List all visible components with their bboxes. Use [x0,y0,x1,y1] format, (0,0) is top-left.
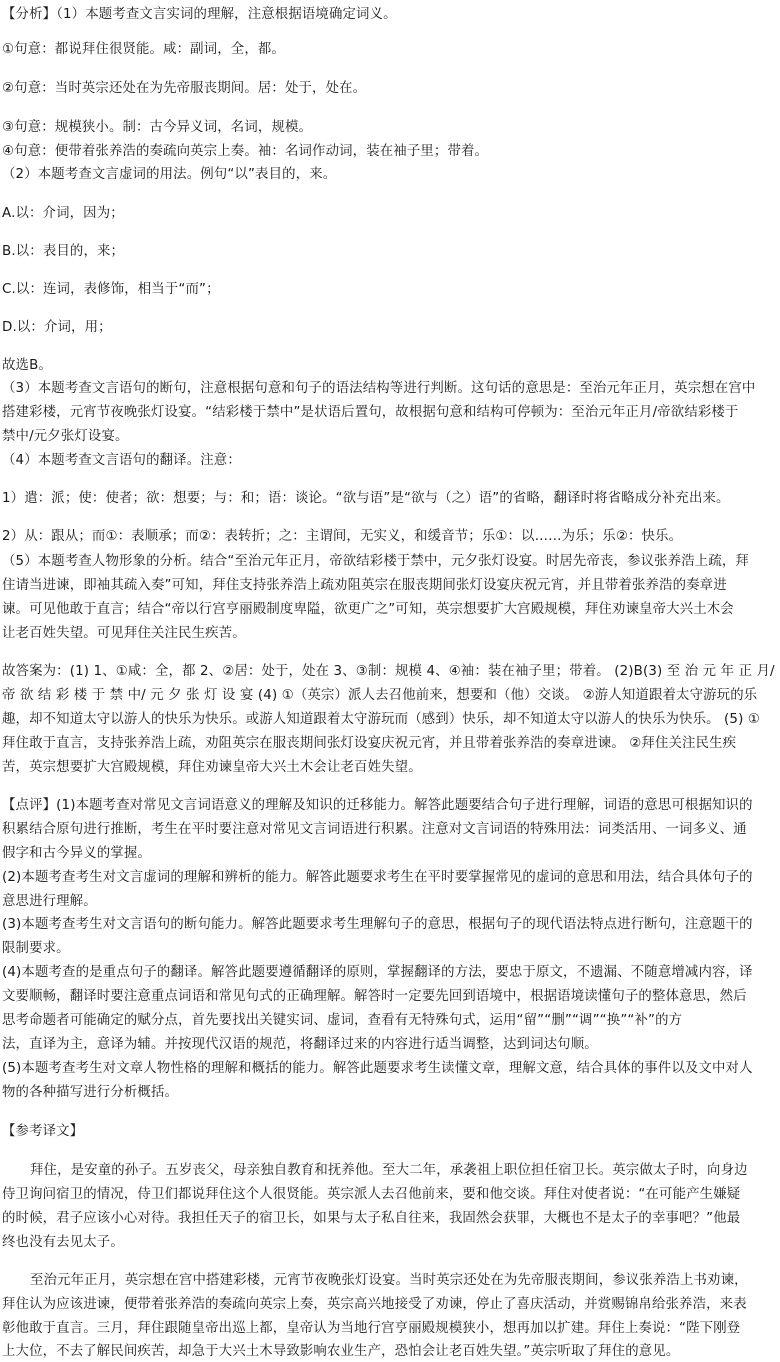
review-4-line-1: (4)本题考查的是重点句子的翻译。解答此题要遵循翻译的原则，掌握翻译的方法，要忠于原文，不遗漏、不随意增减内容，译 [2,965,753,980]
q4-intro: （4）本题考查文言语句的翻译。注意： [2,453,241,468]
review-2-line-1: (2)本题考查考生对文言虚词的理解和辨析的能力。解答此题要求考生在平时要掌握常见的虚词的意思和用法，结合具体句子的 [2,870,753,885]
review-5-line-1: (5)本题考查考生对文章人物性格的理解和概括的能力。解答此题要求考生读懂文章，理解文意，结合具体的事件以及文中对人 [2,1061,753,1076]
q5-line-2: 住请当进谏，即袖其疏入奏”可知，拜住支持张养浩上疏劝阻英宗在服丧期间张灯设宴庆祝元宵，并且带着张养浩的奏章进 [2,578,727,593]
review-3-line-2: 限制要求。 [2,941,70,956]
analysis-header: 【分析】（1）本题考查文言实词的理解，注意根据语境确定词义。 [2,7,397,22]
q2-option-d: D.以：介词，用； [2,320,112,335]
answer-line-4: 拜住敢于直言，支持张养浩上疏，劝阻英宗在服丧期间张灯设宴庆祝元宵，并且带着张养浩的奏章进谏。 ②拜住关注民生疾 [2,736,737,751]
translation-p1-line-1: 拜住，是安童的孙子。五岁丧父，母亲独自教育和抚养他。至大二年，承袭祖上职位担任宿卫长。英宗做太子时，向身边 [30,1163,748,1178]
q1-item-4: ④句意：便带着张养浩的奏疏向英宗上奏。袖：名词作动词，装在袖子里；带着。 [2,144,489,159]
q2-answer: 故选B。 [2,358,52,373]
q5-line-4: 让老百姓失望。可见拜住关注民生疾苦。 [2,626,246,641]
review-4-line-3: 思考命题者可能确定的赋分点，首先要找出关键实词、虚词，查看有无特殊句式，运用“留”“删”“调”“换”“补”的方 [2,1013,683,1028]
q4-point-1: 1）遣：派；使：使者；欲：想要；与：和；语：谈论。“欲与语”是“欲与（之）语”的省略，翻译时将省略成分补充出来。 [2,491,730,506]
q1-item-2: ②句意：当时英宗还处在为先帝服丧期间。居：处于，处在。 [2,81,367,96]
translation-p1-line-2: 侍卫询问宿卫的情况，侍卫们都说拜住这个人很贤能。英宗派人去召他前来，要和他交谈。拜住对使者说：“在可能产生嫌疑 [2,1187,741,1202]
review-1-line-1: 【点评】(1)本题考查对常见文言词语意义的理解及知识的迁移能力。解答此题要结合句子进行理解，词语的意思可根据知识的 [2,798,753,813]
translation-p1-line-4: 终也没有去见太子。 [2,1235,124,1250]
q1-item-3: ③句意：规模狭小。制：古今异义词，名词，规模。 [2,120,313,135]
review-1-line-3: 假字和古今异义的掌握。 [2,846,151,861]
review-2-line-2: 意思进行理解。 [2,894,97,909]
answer-line-3: 趣，却不知道太守以游人的快乐为快乐。或游人知道跟着太守游玩而（感到）快乐，却不知道太守以游人的快乐为快乐。 (5) ① [2,712,761,727]
q4-point-2: 2）从：跟从；而①：表顺承；而②：表转折；之：主谓间，无实义，和缓音节；乐①：以……为乐；乐②：快乐。 [2,529,683,544]
translation-header: 【参考译文】 [2,1124,84,1139]
q2-option-a: A.以：介词，因为； [2,206,124,221]
review-4-line-2: 文要顺畅，翻译时要注意重点词语和常见句式的正确理解。解答时一定要先回到语境中，根据语境读懂句子的整体意思，然后 [2,989,747,1004]
review-4-line-4: 法，直译为主，意译为辅。并按现代汉语的规范，将翻译过来的内容进行适当调整，达到词达句顺。 [2,1037,598,1052]
answer-line-2: 帝 欲 结 彩 楼 于 禁 中/ 元 夕 张 灯 设 宴 (4) ①（英宗）派人去召他前来，想要和（他）交谈。 ②游人知道跟着太守游玩的乐 [2,688,758,703]
q3-line-1: （3）本题考查文言语句的断句，注意根据句意和句子的语法结构等进行判断。这句话的意思是：至治元年正月，英宗想在宫中 [2,381,756,396]
translation-p1-line-3: 的时候，君子应该小心对待。我担任天子的宿卫长，如果与太子私自往来，我固然会获罪，大概也不是太子的幸事吧？”他最 [2,1211,741,1226]
q2-option-b: B.以：表目的，来； [2,244,125,259]
review-3-line-1: (3)本题考查考生对文言语句的断句能力。解答此题要求考生理解句子的意思，根据句子的现代语法特点进行断句，注意题干的 [2,917,753,932]
q5-line-3: 谏。可见他敢于直言；结合“帝以行宫亨丽殿制度卑隘，欲更广之”可知，英宗想要扩大宫殿规模，拜住劝谏皇帝大兴土木会 [2,602,734,617]
review-1-line-2: 积累结合原句进行推断，考生在平时要注意对常见文言词语进行积累。注意对文言词语的特殊用法：词类活用、一词多义、通 [2,822,747,837]
review-5-line-2: 物的各种描写进行分析概括。 [2,1085,179,1100]
answer-line-5: 苦，英宗想要扩大宫殿规模，拜住劝谏皇帝大兴土木会让老百姓失望。 [2,760,422,775]
translation-p2-line-3: 彰他敢于直言。三月，拜住跟随皇帝出巡上都，皇帝认为当地行宫亨丽殿规模狭小，想再加以扩建。拜住上奏说：“陛下刚登 [2,1321,741,1336]
translation-p2-line-1: 至治元年正月，英宗想在宫中搭建彩楼，元宵节夜晚张灯设宴。当时英宗还处在为先帝服丧期间，参议张养浩上书劝谏， [30,1273,748,1288]
q3-line-2: 搭建彩楼，元宵节夜晚张灯设宴。“结彩楼于禁中”是状语后置句，故根据句意和结构可停顿为：至治元年正月/帝欲结彩楼于 [2,405,739,420]
q2-option-c: C.以：连词，表修饰，相当于“而”； [2,282,220,297]
q2-intro: （2）本题考查文言虚词的用法。例句“以”表目的，来。 [2,167,337,182]
q5-line-1: （5）本题考查人物形象的分析。结合“至治元年正月，帝欲结彩楼于禁中，元夕张灯设宴。时居先帝丧，参议张养浩上疏，拜 [2,554,749,569]
q3-line-3: 禁中/元夕张灯设宴。 [2,429,129,444]
answer-line-1: 故答案为：(1) 1、①咸：全，都 2、②居：处于，处在 3、③制：规模 4、④袖：装在袖子里；带着。 (2)B(3) 至 治 元 年 正 月/ [2,664,775,679]
translation-p2-line-4: 上大位，不去了解民间疾苦，却急于大兴土木导致影响农业生产，恐怕会让老百姓失望。”英宗听取了拜住的意见。 [2,1344,680,1359]
translation-p2-line-2: 拜住认为应该进谏，便带着张养浩的奏疏向英宗上奏，英宗高兴地接受了劝谏，停止了喜庆活动，并赏赐锦帛给张养浩，来表 [2,1297,747,1312]
q1-item-1: ①句意：都说拜住很贤能。咸：副词，全，都。 [2,42,285,57]
